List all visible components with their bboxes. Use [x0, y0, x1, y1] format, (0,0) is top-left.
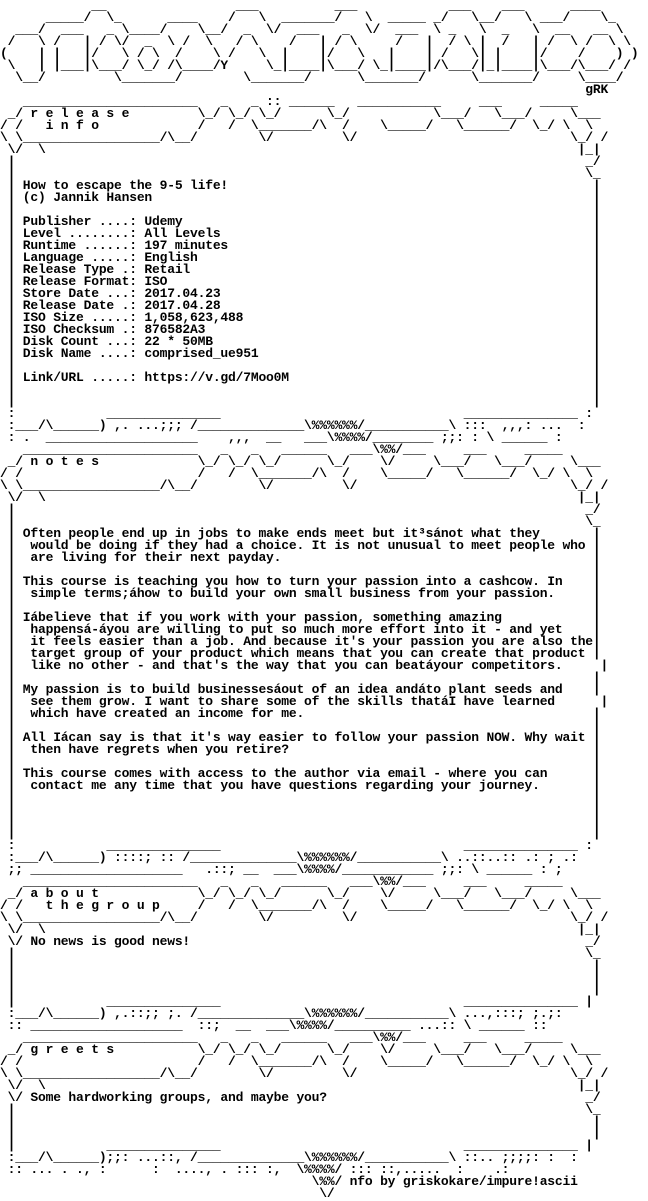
- nfo-line: \ \__________________/\__/ \/ \/ \_/ /: [0, 910, 609, 925]
- nfo-line: | |: [0, 562, 601, 577]
- nfo-line: | |: [0, 1126, 601, 1141]
- nfo-line: / \ / | / \/ _ \ / \ / \ / | / \ / | / \ | / | / \ / \ \: [0, 34, 631, 49]
- nfo-line: | \_: [0, 946, 601, 961]
- nfo-line: ( | | |/ \ / \ / \ / \ | |/ \ | | / \| | |/ / ) ): [0, 46, 639, 61]
- nfo-line: | contact me any time that you have questions regarding your journey. |: [0, 778, 601, 793]
- nfo-line: | Store Date ...: 2017.04.23 |: [0, 286, 601, 301]
- nfo-line: | simple terms;áhow to build your own small business from your passion. |: [0, 586, 601, 601]
- nfo-line: | |: [0, 1114, 601, 1129]
- nfo-line: \/ \ |_|: [0, 490, 601, 505]
- nfo-line: | ISO Size .....: 1,058,623,488 |: [0, 310, 601, 325]
- nfo-line: | |: [0, 718, 601, 733]
- nfo-line: \ \__________________/\__/ \/ \/ \_/ /: [0, 1066, 609, 1081]
- nfo-line: | would be doing if they had a choice. It is not unusual to meet people who |: [0, 538, 601, 553]
- nfo-line: :: ... . ., : : ...., . ::: :, \%%%%/ ::: ::,..... : .:: [0, 1162, 510, 1177]
- nfo-line: : _______________ _______________ :: [0, 406, 593, 421]
- nfo-line: | Link/URL .....: https://v.gd/7Moo0M |: [0, 370, 601, 385]
- nfo-line: / / t h e g r o u p / / \_______/\ / \_____/ \______/ \_/ \ \: [0, 898, 593, 913]
- nfo-line: _/ g r e e t s \_/ \_/ \_/ \_/ \/ \___/ \___/ \___: [0, 1042, 601, 1057]
- nfo-line: | |: [0, 970, 601, 985]
- nfo-line: | Often people end up in jobs to make ends meet but it³sánot what they |: [0, 526, 601, 541]
- nfo-line: \/ \ |_|: [0, 1078, 601, 1093]
- nfo-line: | ISO Checksum .: 876582A3 |: [0, 322, 601, 337]
- nfo-line: ;; ____________________ .::; __ ___\%%%%/____________ ;;: \ ______ : ;: [0, 862, 563, 877]
- nfo-line: _______________________ _ _ :: ______ ___________ ___ _____: [0, 94, 578, 109]
- nfo-line: \/: [0, 1186, 335, 1201]
- nfo-line: | target group of your product which means that you can create that product |: [0, 646, 601, 661]
- nfo-line: _______________________ _ _ ______ ___\%%/___ ___ _____: [0, 874, 563, 889]
- nfo-line: | _/: [0, 502, 601, 517]
- nfo-line: / / / / \_______/\ / \_____/ \______/ \_/ \ \: [0, 1054, 593, 1069]
- nfo-line: | |: [0, 598, 601, 613]
- nfo-line: | Iábelieve that if you work with your passion, something amazing |: [0, 610, 601, 625]
- nfo-line: | Publisher ....: Udemy |: [0, 214, 601, 229]
- nfo-line: _/ a b o u t \_/ \_/ \_/ \_/ \/ \___/ \___/ \___: [0, 886, 601, 901]
- nfo-line: / / i n f o / / \_______/\ / \_____/ \______/ \_/ \ \: [0, 118, 593, 133]
- nfo-line: | see them grow. I want to share some of the skills thatáI have learned |: [0, 694, 609, 709]
- nfo-line: | (c) Jannik Hansen |: [0, 190, 601, 205]
- nfo-line: gRK: [0, 82, 609, 97]
- nfo-line: | |: [0, 802, 601, 817]
- nfo-line: \/ Some hardworking groups, and maybe you? _/: [0, 1090, 601, 1105]
- nfo-line: \ | |___|\___/ \_/ /\____/Y \_|____|\___/ \_|____|/\___/|_|____|\___/\___/ /: [0, 58, 631, 73]
- nfo-line: :___/\______) ,.::;; ;. /______________\%%%%%%/___________\ ...,:::; ;.;:: [0, 1006, 563, 1021]
- nfo-line: | My passion is to build businessesáout of an idea andáto plant seeds and |: [0, 682, 601, 697]
- nfo-line: | |: [0, 754, 601, 769]
- nfo-line: | Release Date .: 2017.04.28 |: [0, 298, 601, 313]
- nfo-line: | |: [0, 202, 601, 217]
- nfo-line: \__/ \_______/ \_______/ \_______/ \_______/ \____/: [0, 70, 624, 85]
- nfo-line: | are living for their next payday. |: [0, 550, 601, 565]
- nfo-line: | This course comes with access to the author via email - where you can |: [0, 766, 601, 781]
- nfo-line: | Language .....: English |: [0, 250, 601, 265]
- nfo-line: _______________________ _ _ ______ ___\%%/___ ___ _____: [0, 442, 563, 457]
- nfo-line: | \_: [0, 1102, 601, 1117]
- nfo-line: \/ No news is good news! _/: [0, 934, 601, 949]
- nfo-line: :___/\______);;: ...::, /______________\%%%%%%/___________\ ::.. ;;;;: : :: [0, 1150, 578, 1165]
- nfo-line: | then have regrets when you retire? |: [0, 742, 601, 757]
- nfo-line: :___/\______) ::::; :: /______________\%%%%%%/___________\ ..::..:: .: ; .:: [0, 850, 578, 865]
- nfo-line: | |: [0, 394, 601, 409]
- nfo-line: | Disk Name ....: comprised_ue951 |: [0, 346, 601, 361]
- nfo-line: : _______________ _______________ :: [0, 838, 593, 853]
- nfo-line: | |: [0, 382, 601, 397]
- nfo-line: _/ r e l e a s e \_/ \_/ \_/ \_/ \___/ \___/ \___: [0, 106, 601, 121]
- nfo-line: | |: [0, 790, 601, 805]
- nfo-line: _______________________ _ _ ______ ___\%%/___ ___ _____: [0, 1030, 563, 1045]
- nfo-line: | |: [0, 958, 601, 973]
- nfo-line: | Runtime ......: 197 minutes |: [0, 238, 601, 253]
- nfo-line: | happensá-áyou are willing to put so much more effort into it - and yet |: [0, 622, 601, 637]
- nfo-line: | How to escape the 9-5 life! |: [0, 178, 601, 193]
- nfo-line: : . ____________________ ,,, __ ___\%%%%/________ ;;: : \ ______ :: [0, 430, 563, 445]
- nfo-line: ___/ ___ _ \____/ \__/ _ \/ ___ _ \/ ___ \ _ \ _ \ __ __ \: [0, 22, 624, 37]
- nfo-line: | _/: [0, 154, 601, 169]
- nfo-line: | This course is teaching you how to turn your passion into a cashcow. In |: [0, 574, 601, 589]
- nfo-line: | _______________ _______________ |: [0, 1138, 593, 1153]
- nfo-line: | |: [0, 814, 601, 829]
- nfo-line: | _______________ _______________ |: [0, 994, 593, 1009]
- nfo-line: _/ n o t e s \_/ \_/ \_/ \_/ \/ \___/ \___/ \___: [0, 454, 601, 469]
- nfo-line: \/ \ |_|: [0, 922, 601, 937]
- nfo-line: | Release Type .: Retail |: [0, 262, 601, 277]
- nfo-line: _____/ \_ ____ / \ _______/ \ _____ _/ \__/ \ ___/ \_: [0, 10, 616, 25]
- nfo-line: | \_: [0, 166, 601, 181]
- nfo-line: | it feels easier than a job. And because it's your passion you are also the|: [0, 634, 601, 649]
- nfo-line: | |: [0, 670, 601, 685]
- nfo-line: | |: [0, 358, 601, 373]
- nfo-line: | Level ........: All Levels |: [0, 226, 601, 241]
- nfo-line: :: ____________________ ::; __ ___\%%%%/__________ ...:: \ ______ ::: [0, 1018, 548, 1033]
- nfo-line: \/ \ |_|: [0, 142, 601, 157]
- nfo-line: | Release Format: ISO |: [0, 274, 601, 289]
- nfo-line: | All Iácan say is that it's way easier to follow your passion NOW. Why wait |: [0, 730, 601, 745]
- nfo-line: \ \__________________/\__/ \/ \/ \_/ /: [0, 478, 609, 493]
- nfo-line: \ \__________________/\__/ \/ \/ \_/ /: [0, 130, 609, 145]
- nfo-line: :___/\______) ,. ...;;; /______________\%%%%%%/___________\ ::: ,,,: ... :: [0, 418, 586, 433]
- nfo-line: __ ___ ___ ___ ___ ____: [0, 0, 601, 13]
- nfo-line: | like no other - and that's the way that you can beatáyour competitors. |: [0, 658, 609, 673]
- nfo-line: | |: [0, 982, 601, 997]
- nfo-line: | Disk Count ...: 22 * 50MB |: [0, 334, 601, 349]
- nfo-line: / / / / \_______/\ / \_____/ \______/ \_/ \ \: [0, 466, 593, 481]
- nfo-line: \%%/ nfo by griskokare/impure!ascii: [0, 1174, 578, 1189]
- nfo-line: | which have created an income for me. |: [0, 706, 601, 721]
- nfo-line: | |: [0, 826, 601, 841]
- nfo-line: | \_: [0, 514, 601, 529]
